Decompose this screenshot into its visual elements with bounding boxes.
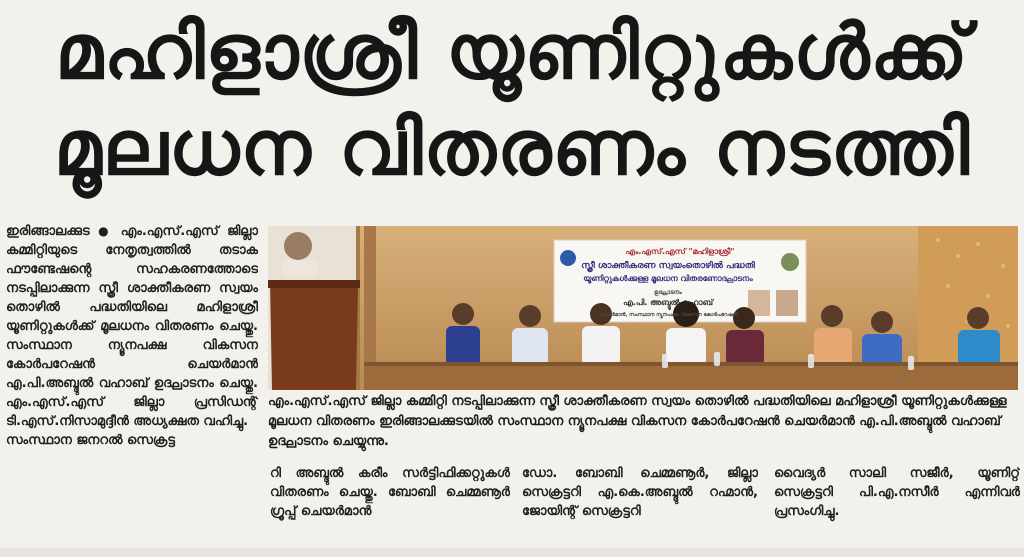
article-column-2: റി അബ്ദുൽ കരീം സർട്ടിഫിക്കറ്റുകൾ വിതരണം ചെയ്തു. ബോബി ചെമ്മണൂർ ഗ്രൂപ്പ് ചെയർമാൻ (270, 466, 510, 519)
headline-line-2: മൂലധന വിതരണം നടത്തി (53, 103, 971, 192)
photo-caption: എം.എസ്.എസ് ജില്ലാ കമ്മിറ്റി നടപ്പിലാക്കുന്ന സ്ത്രീ ശാക്തീകരണ സ്വയം തൊഴിൽ പദ്ധതിയിലെ മഹിളാശ്രീ യൂണിറ്റുകൾക്കുള്ള മൂലധന വിതരണം ഇരിങ്ങാലക്കുടയിൽ സംസ്ഥാന ന്യൂനപക്ഷ വികസന കോർപറേഷൻ ചെയർമാൻ എ.പി.അബ്ദുൽ വഹാബ് ഉദ്ഘാടനം ചെയ്യുന്നു. (268, 394, 1007, 449)
event-photo-illustration (268, 226, 1018, 390)
event-photo (268, 226, 1018, 390)
banner-line-2: സ്ത്രീ ശാക്തീകരണ സ്വയംതൊഴിൽ പദ്ധതി (581, 261, 755, 271)
column-1-tail: സംസ്ഥാന ജനറൽ സെക്രട്ട (6, 433, 175, 448)
banner-line-4: ഉദ്ഘാടനം (654, 289, 682, 296)
page-bottom-strip (0, 548, 1024, 557)
banner-line-3: യൂണിറ്റുകൾക്കുള്ള മൂലധന വിതരണോദ്ഘാടനം (583, 274, 753, 283)
banner-line-1: എം.എസ്.എസ് "മഹിളാശ്രീ" (625, 247, 735, 256)
column-1-body: എം.എസ്.എസ് ജില്ലാ കമ്മിറ്റിയുടെ നേതൃത്വത്തിൽ തടാക ഫൗണ്ടേഷന്റെ സഹകരണത്തോടെ നടപ്പിലാക്കുന്ന സ്ത്രീ ശാക്തീകരണ സ്വയം തൊഴിൽ പദ്ധതിയിലെ മഹിളാശ്രീ യൂണിറ്റുകൾക്ക് മൂലധനം വിതരണം ചെയ്തു. സംസ്ഥാന ന്യൂനപക്ഷ വികസന കോർപറേഷൻ ചെയർമാൻ എ.പി.അബ്ദുൽ വഹാബ് ഉദ്ഘാടനം ചെയ്തു. എം.എസ്.എസ് ജില്ലാ പ്രസിഡന്റ് ടി.എസ്.നിസാമുദ്ദീൻ അധ്യക്ഷത വഹിച്ചു. (6, 224, 258, 429)
headline-line-1: മഹിളാശ്രീ യൂണിറ്റുകൾക്ക് (55, 7, 969, 96)
banner-line-5: എ.പി. അബ്ദുൽ വഹാബ് (623, 298, 713, 307)
article-column-1 (6, 222, 258, 552)
dateline: ഇരിങ്ങാലക്കുട (6, 224, 90, 239)
article-column-4: വൈദ്യർ സാലി സജീർ, യൂണിറ്റ് സെക്രട്ടറി പി.എ.നസീർ എന്നിവർ പ്രസംഗിച്ചു. (774, 466, 1020, 519)
banner-line-6: ചെയർമാൻ, സംസ്ഥാന ന്യൂനപക്ഷ വികസന കോർപറേഷൻ (598, 312, 738, 318)
dateline-bullet: ● (98, 224, 113, 238)
article-column-3: ഡോ. ബോബി ചെമ്മണൂർ, ജില്ലാ സെക്രട്ടറി എ.കെ.അബ്ദുൽ റഹ്മാൻ, ജോയിന്റ് സെക്രട്ടറി (522, 466, 758, 519)
